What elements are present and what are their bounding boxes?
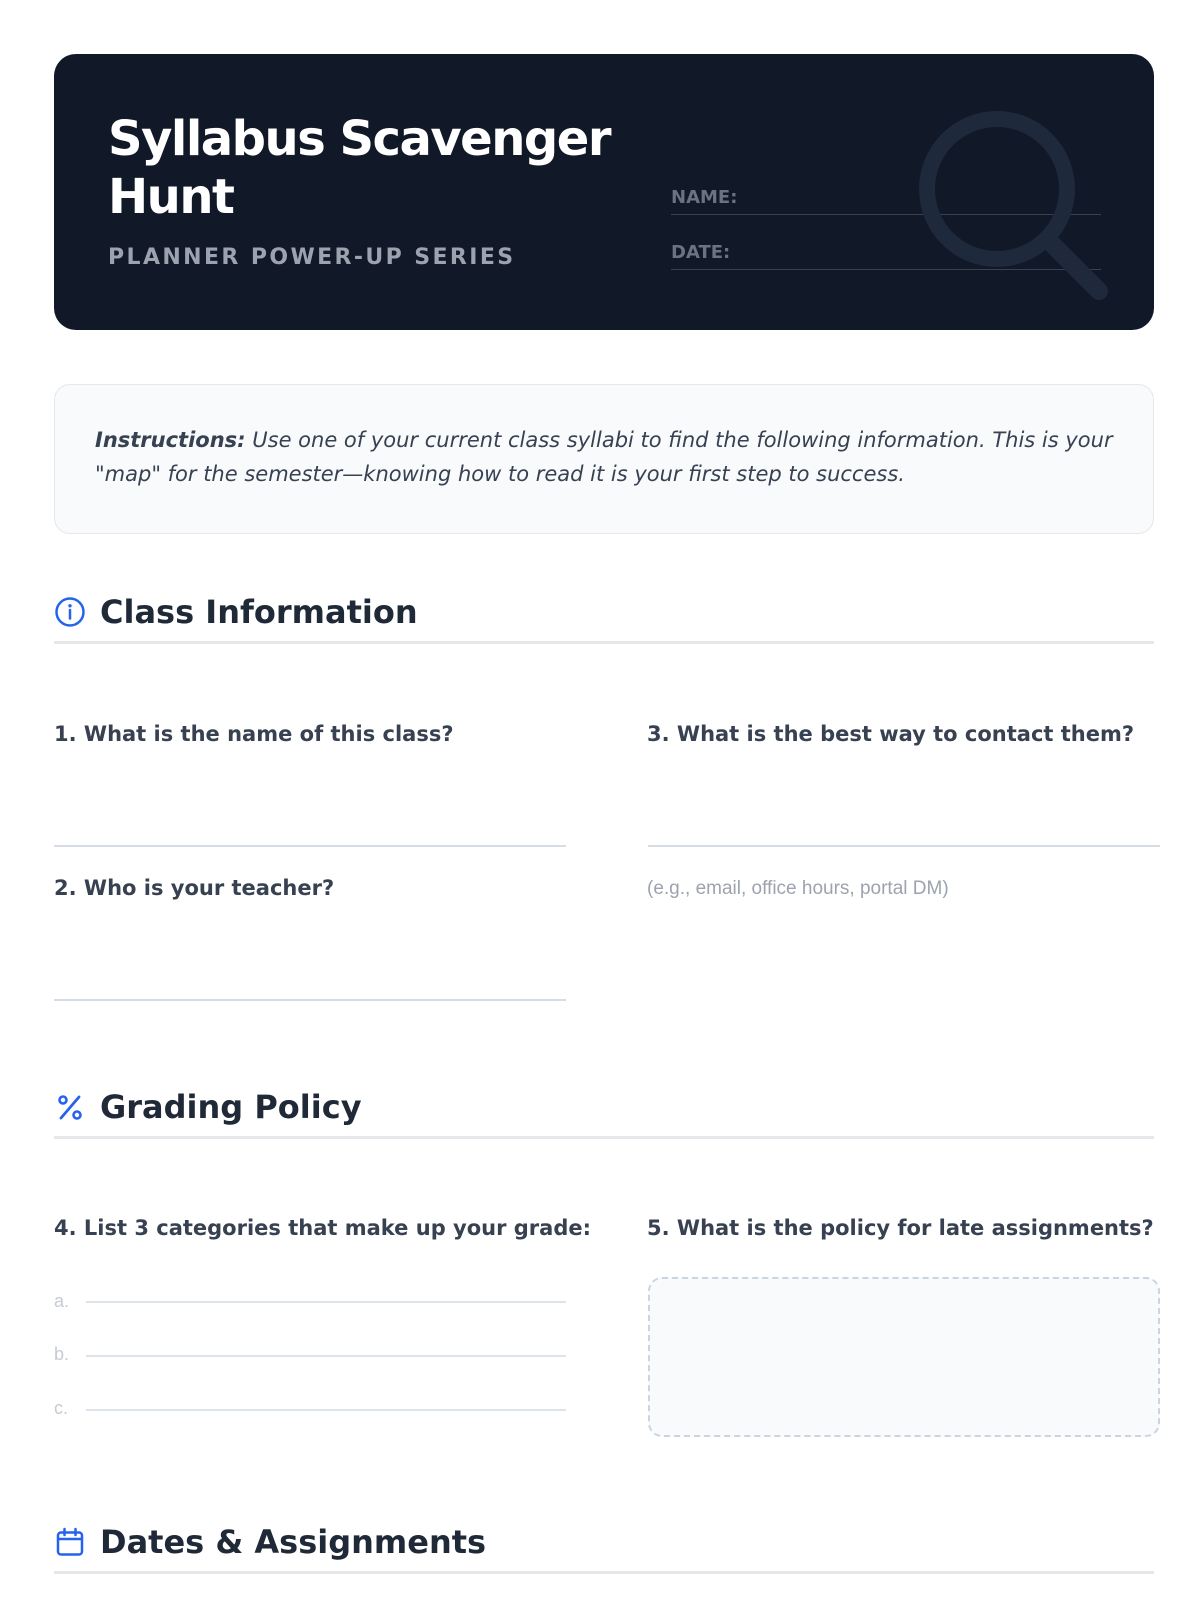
section-dates-assignments [54, 1522, 1154, 1574]
answer-line-1[interactable] [54, 845, 566, 847]
instructions-box [54, 384, 1154, 534]
question-1: 1. What is the name of this class? [54, 722, 454, 746]
section-title-grading-policy: Grading Policy [100, 1088, 362, 1126]
instructions-label: Instructions: [95, 428, 246, 452]
question-5: 5. What is the policy for late assignments? [647, 1216, 1154, 1240]
instructions-body: Use one of your current class syllabi to find the following information. This is your "map" for the semester—knowing how to read it is your first step to success. [95, 428, 1113, 486]
page-title: Syllabus Scavenger Hunt [108, 111, 610, 225]
instructions-text [95, 423, 1113, 491]
answer-line-2[interactable] [54, 999, 566, 1001]
question-2: 2. Who is your teacher? [54, 876, 335, 900]
category-letter-a: a. [54, 1291, 70, 1311]
calendar-icon [54, 1526, 86, 1558]
page-subtitle: PLANNER POWER-UP SERIES [108, 245, 516, 270]
category-letter-b: b. [54, 1344, 70, 1364]
section-title-class-information: Class Information [100, 593, 418, 631]
late-policy-answer-box[interactable] [648, 1277, 1160, 1437]
question-3: 3. What is the best way to contact them? [647, 722, 1135, 746]
category-line-c[interactable] [86, 1409, 566, 1411]
answer-line-3[interactable] [648, 845, 1160, 847]
name-label: NAME: [671, 187, 738, 208]
info-icon [54, 596, 86, 628]
magnifier-icon [914, 106, 1114, 306]
category-line-b[interactable] [86, 1355, 566, 1357]
percent-icon [54, 1091, 86, 1123]
header-card [54, 54, 1154, 330]
section-title-dates-assignments: Dates & Assignments [100, 1523, 487, 1561]
section-grading-policy [54, 1087, 1154, 1139]
category-line-a[interactable] [86, 1301, 566, 1303]
section-class-information [54, 592, 1154, 644]
date-label: DATE: [671, 242, 731, 263]
contact-hint: (e.g., email, office hours, portal DM) [647, 878, 949, 899]
question-4: 4. List 3 categories that make up your grade: [54, 1216, 591, 1240]
category-letter-c: c. [54, 1398, 69, 1418]
